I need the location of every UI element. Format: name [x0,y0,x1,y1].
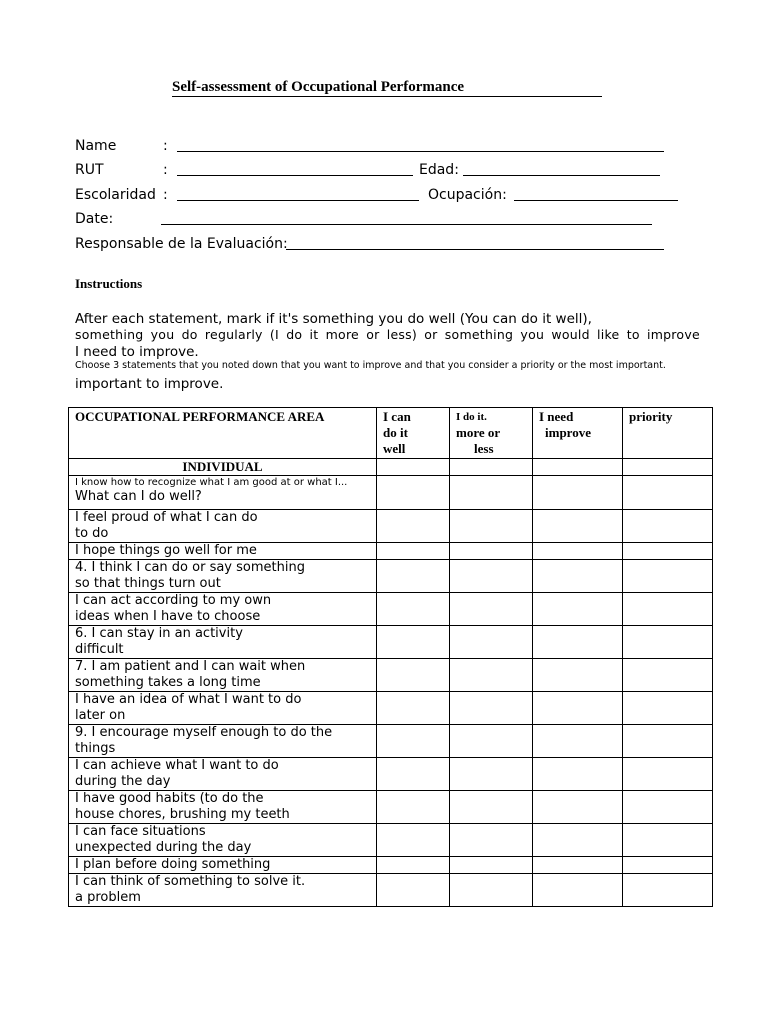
table-row [69,560,713,593]
statement-text-line-2: to do [75,526,109,541]
statement-text-line-2: house chores, brushing my teeth [75,807,290,822]
statement-cell [69,659,377,692]
statement-cell [69,758,377,791]
mark-cell-priority[interactable] [623,692,713,725]
table-row [69,659,713,692]
mark-cell-more-or-less[interactable] [450,510,533,543]
rut-field-row [75,161,459,179]
statement-text-line-1: 6. I can stay in an activity [75,626,243,641]
mark-cell-can-do-well[interactable] [377,758,450,791]
date-field-row [75,210,113,228]
mark-cell-need-improve[interactable] [533,874,623,907]
mark-cell-more-or-less[interactable] [450,560,533,593]
statement-cell [69,824,377,857]
mark-cell-need-improve[interactable] [533,626,623,659]
statement-text-line-2: difficult [75,642,124,657]
responsable-field-row [75,235,288,253]
mark-cell-more-or-less[interactable] [450,758,533,791]
category-cell-empty [450,459,533,476]
table-row [69,626,713,659]
mark-cell-need-improve[interactable] [533,560,623,593]
mark-cell-need-improve[interactable] [533,692,623,725]
table-row [69,824,713,857]
instructions-heading: Instructions [75,276,143,291]
mark-cell-need-improve[interactable] [533,543,623,560]
escolaridad-colon: : [163,187,168,203]
edad-input-line[interactable] [463,161,660,176]
mark-cell-more-or-less[interactable] [450,857,533,874]
mark-cell-more-or-less[interactable] [450,476,533,510]
mark-cell-priority[interactable] [623,725,713,758]
statement-text-line-1: I can face situations [75,824,206,839]
category-cell-empty [377,459,450,476]
category-cell-empty [533,459,623,476]
instructions-line-3: I need to improve. [75,344,199,360]
escolaridad-field-row [75,186,507,204]
statement-text-line-2: so that things turn out [75,576,221,591]
table-row [69,692,713,725]
statement-text-line-1: I can achieve what I want to do [75,758,279,773]
table-header-row [69,408,713,459]
mark-cell-priority[interactable] [623,626,713,659]
statement-cell [69,857,377,874]
instructions-line-4: Choose 3 statements that you noted down that you want to improve and that you consider a priority or the most important. [75,360,666,371]
statement-cell [69,593,377,626]
statement-cell [69,560,377,593]
table-row [69,857,713,874]
mark-cell-priority[interactable] [623,874,713,907]
statement-text-line-1: I know how to recognize what I am good at or what I... [75,477,348,488]
mark-cell-can-do-well[interactable] [377,824,450,857]
statement-cell [69,874,377,907]
rut-colon: : [163,162,168,178]
mark-cell-more-or-less[interactable] [450,692,533,725]
mark-cell-can-do-well[interactable] [377,857,450,874]
table-row [69,593,713,626]
statement-text-line-1: 7. I am patient and I can wait when [75,659,306,674]
statement-text-line-2: unexpected during the day [75,840,252,855]
statement-text-line-2: ideas when I have to choose [75,609,261,624]
mark-cell-priority[interactable] [623,857,713,874]
edad-label: Edad: [419,162,459,178]
mark-cell-more-or-less[interactable] [450,659,533,692]
statement-cell [69,692,377,725]
statement-cell [69,476,377,510]
statement-cell [69,725,377,758]
mark-cell-priority[interactable] [623,510,713,543]
mark-cell-need-improve[interactable] [533,758,623,791]
statement-text-line-1: I can think of something to solve it. [75,874,306,889]
mark-cell-more-or-less[interactable] [450,543,533,560]
name-colon: : [163,138,168,154]
header-area: OCCUPATIONAL PERFORMANCE AREA [69,408,377,459]
name-field-row [75,137,168,155]
table-row [69,725,713,758]
instructions-line-5: important to improve. [75,376,224,392]
ocupacion-input-line[interactable] [514,186,678,201]
mark-cell-priority[interactable] [623,476,713,510]
statement-text-line-1: I hope things go well for me [75,543,257,558]
date-label: Date: [75,211,114,227]
responsable-label: Responsable de la Evaluación: [75,236,288,252]
mark-cell-more-or-less[interactable] [450,791,533,824]
ocupacion-label: Ocupación: [428,187,507,203]
mark-cell-need-improve[interactable] [533,510,623,543]
table-row [69,510,713,543]
table-row [69,543,713,560]
mark-cell-more-or-less[interactable] [450,725,533,758]
table-row [69,874,713,907]
statement-text-line-2: later on [75,708,126,723]
header-need-improve: I need improve [533,408,623,459]
mark-cell-priority[interactable] [623,758,713,791]
statement-text-line-2: a problem [75,890,141,905]
date-input-line[interactable] [161,210,652,225]
mark-cell-need-improve[interactable] [533,824,623,857]
mark-cell-more-or-less[interactable] [450,626,533,659]
mark-cell-more-or-less[interactable] [450,593,533,626]
mark-cell-priority[interactable] [623,659,713,692]
mark-cell-need-improve[interactable] [533,593,623,626]
table-row [69,791,713,824]
mark-cell-can-do-well[interactable] [377,874,450,907]
category-cell-empty [623,459,713,476]
mark-cell-priority[interactable] [623,560,713,593]
statement-text-line-1: I can act according to my own [75,593,272,608]
assessment-table [68,407,713,907]
table-row [69,758,713,791]
mark-cell-can-do-well[interactable] [377,510,450,543]
mark-cell-need-improve[interactable] [533,725,623,758]
header-can-do-well: I can do it well [377,408,450,459]
mark-cell-can-do-well[interactable] [377,791,450,824]
statement-text-line-1: 4. I think I can do or say something [75,560,305,575]
name-label: Name [75,138,117,154]
statement-text-line-2: What can I do well? [75,489,202,504]
statement-text-line-1: I have good habits (to do the [75,791,264,806]
name-input-line[interactable] [177,137,664,152]
category-label: INDIVIDUAL [69,459,377,476]
responsable-input-line[interactable] [286,235,664,250]
mark-cell-can-do-well[interactable] [377,476,450,510]
mark-cell-more-or-less[interactable] [450,874,533,907]
statement-text-line-2: during the day [75,774,171,789]
statement-cell [69,543,377,560]
mark-cell-need-improve[interactable] [533,659,623,692]
statement-text-line-1: I feel proud of what I can do [75,510,258,525]
statement-text-line-1: I plan before doing something [75,857,271,872]
mark-cell-can-do-well[interactable] [377,543,450,560]
mark-cell-need-improve[interactable] [533,476,623,510]
statement-cell [69,626,377,659]
mark-cell-can-do-well[interactable] [377,692,450,725]
mark-cell-can-do-well[interactable] [377,659,450,692]
table-row [69,476,713,510]
mark-cell-can-do-well[interactable] [377,725,450,758]
document-title: Self-assessment of Occupational Performance [172,78,602,97]
mark-cell-need-improve[interactable] [533,791,623,824]
statement-cell [69,510,377,543]
mark-cell-priority[interactable] [623,824,713,857]
mark-cell-more-or-less[interactable] [450,824,533,857]
mark-cell-can-do-well[interactable] [377,593,450,626]
header-priority: priority [623,408,713,459]
mark-cell-need-improve[interactable] [533,857,623,874]
mark-cell-can-do-well[interactable] [377,560,450,593]
statement-text-line-2: things [75,741,116,756]
statement-cell [69,791,377,824]
statement-text-line-2: something takes a long time [75,675,261,690]
statement-text-line-1: I have an idea of what I want to do [75,692,302,707]
escolaridad-input-line[interactable] [177,186,419,201]
mark-cell-priority[interactable] [623,543,713,560]
header-more-or-less: I do it. more or less [450,408,533,459]
rut-label: RUT [75,162,104,178]
statement-text-line-1: 9. I encourage myself enough to do the [75,725,333,740]
category-row [69,459,713,476]
rut-input-line[interactable] [177,161,413,176]
mark-cell-priority[interactable] [623,791,713,824]
escolaridad-label: Escolaridad [75,187,156,203]
instructions-line-1: After each statement, mark if it's something you do well (You can do it well), [75,311,592,327]
mark-cell-can-do-well[interactable] [377,626,450,659]
mark-cell-priority[interactable] [623,593,713,626]
instructions-line-2: something you do regularly (I do it more or less) or something you would like to improve [75,327,700,342]
